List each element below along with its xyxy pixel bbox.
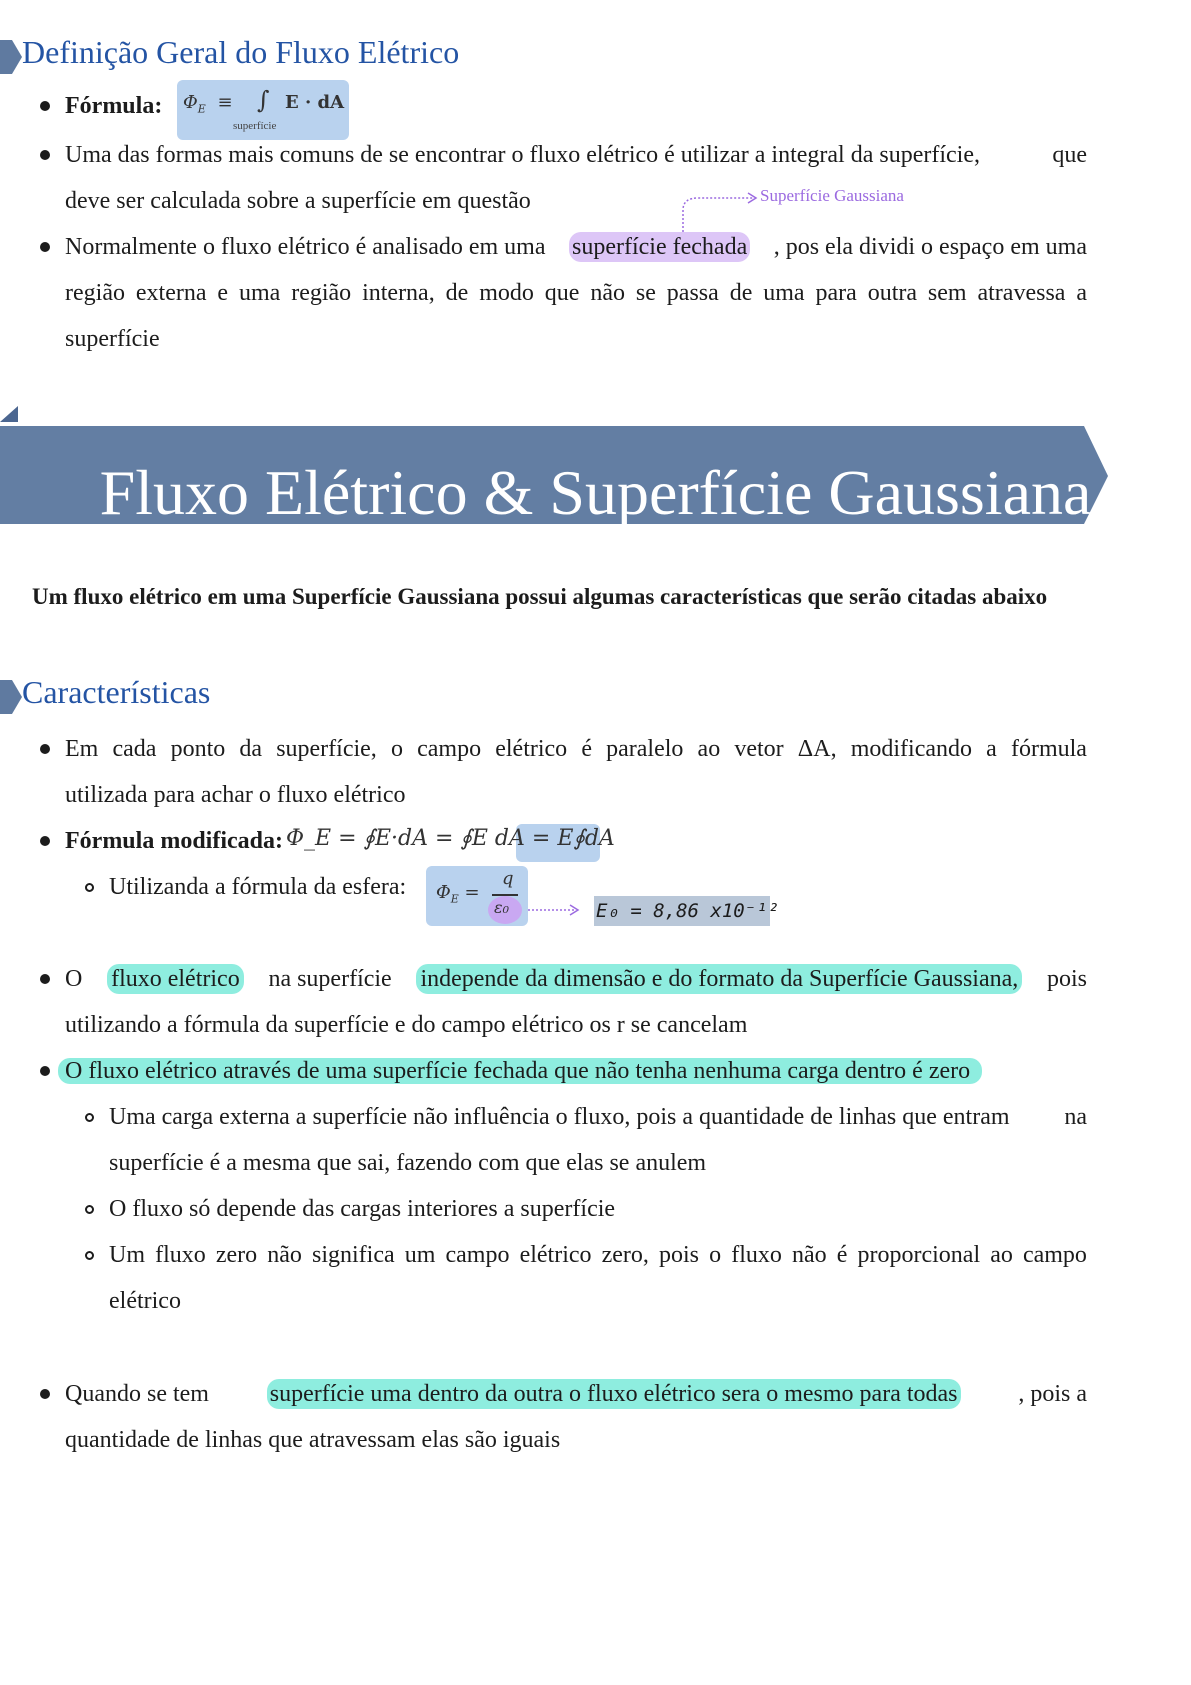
text-line: região externa e uma região interna, de modo que não se passa de uma para outra sem atravessa a (65, 280, 1087, 306)
text-line: O fluxo elétrico na superfície independe da dimensão e do formato da Superfície Gaussiana, pois (65, 966, 1087, 992)
section-title-caracteristicas: Características (22, 674, 211, 710)
text-line: Utilizanda a fórmula da esfera: (109, 874, 407, 900)
text-line: Em cada ponto da superfície, o campo elétrico é paralelo ao vetor ΔA, modificando a fórmula (65, 736, 1087, 762)
section-marker-icon (0, 40, 22, 74)
text-line: elétrico (109, 1288, 181, 1314)
bullet-icon (40, 744, 50, 754)
text-line: utilizando a fórmula da superfície e do campo elétrico os r se cancelam (65, 1012, 748, 1038)
annotation-arrow-icon (676, 188, 766, 234)
text-line: superfície (65, 326, 160, 352)
bullet-icon (40, 242, 50, 252)
text-line: quantidade de linhas que atravessam elas são iguais (65, 1427, 561, 1453)
intro-text: Um fluxo elétrico em uma Superfície Gaussiana possui algumas características que serão citadas abaixo (32, 584, 1048, 609)
sub-bullet-icon (85, 1251, 94, 1260)
text-line: deve ser calculada sobre a superfície em questão (65, 188, 531, 214)
highlight-superficie-fechada: superfície fechada (569, 232, 750, 262)
bullet-icon (40, 1066, 50, 1076)
bullet-icon (40, 101, 50, 111)
highlight-fluxo-eletrico: fluxo elétrico (107, 964, 244, 994)
bullet-icon (40, 1389, 50, 1399)
text-line: O fluxo só depende das cargas interiores a superfície (109, 1196, 616, 1222)
sub-bullet-icon (85, 883, 94, 892)
highlight-independe: independe da dimensão e do formato da Superfície Gaussiana, (416, 964, 1022, 994)
highlight-fluxo-zero: O fluxo elétrico através de uma superfície fechada que não tenha nenhuma carga dentro é zero (58, 1058, 982, 1084)
text-line: Um fluxo zero não significa um campo elétrico zero, pois o fluxo não é proporcional ao campo (109, 1242, 1087, 1268)
formula-label: Fórmula: (65, 93, 163, 119)
bullet-icon (40, 836, 50, 846)
formula-flux-integral: $\Phi_E$ ≡ ∫ E · dA superfície (177, 80, 349, 140)
text-line (58, 1056, 982, 1086)
bullet-icon (40, 150, 50, 160)
highlight-superficie-dentro: superfície uma dentro da outra o fluxo elétrico sera o mesmo para todas (267, 1379, 961, 1409)
text-line: Normalmente o fluxo elétrico é analisado em uma superfície fechada , pos ela dividi o espaço em uma (65, 234, 1087, 260)
annotation-superficie-gaussiana: Superfície Gaussiana (760, 186, 904, 205)
sub-bullet-icon (85, 1205, 94, 1214)
banner-title: Fluxo Elétrico & Superfície Gaussiana (99, 457, 1092, 528)
text-line: Uma das formas mais comuns de se encontrar o fluxo elétrico é utilizar a integral da superfície, que (65, 142, 1087, 168)
sub-bullet-icon (85, 1113, 94, 1122)
formula-modified: Φ_E = ∮E·dA = ∮E dA = E∮dA (286, 826, 615, 851)
text-line: Quando se tem superfície uma dentro da outra o fluxo elétrico sera o mesmo para todas , pois a (65, 1381, 1087, 1407)
bullet-icon (40, 974, 50, 984)
formula-sphere: $\Phi_E$ = q ε₀ (426, 866, 528, 926)
section-title-definicao: Definição Geral do Fluxo Elétrico (22, 34, 460, 70)
text-line: utilizada para achar o fluxo elétrico (65, 782, 406, 808)
epsilon-value: E₀ = 8,86 x10⁻¹² (594, 896, 770, 926)
text-line: Uma carga externa a superfície não influência o fluxo, pois a quantidade de linhas que entram na (109, 1104, 1087, 1130)
formula-modified-label: Fórmula modificada: (65, 828, 283, 854)
text-line: superfície é a mesma que sai, fazendo com que elas se anulem (109, 1150, 707, 1176)
arrow-icon (526, 902, 582, 918)
section-marker-icon (0, 680, 22, 714)
